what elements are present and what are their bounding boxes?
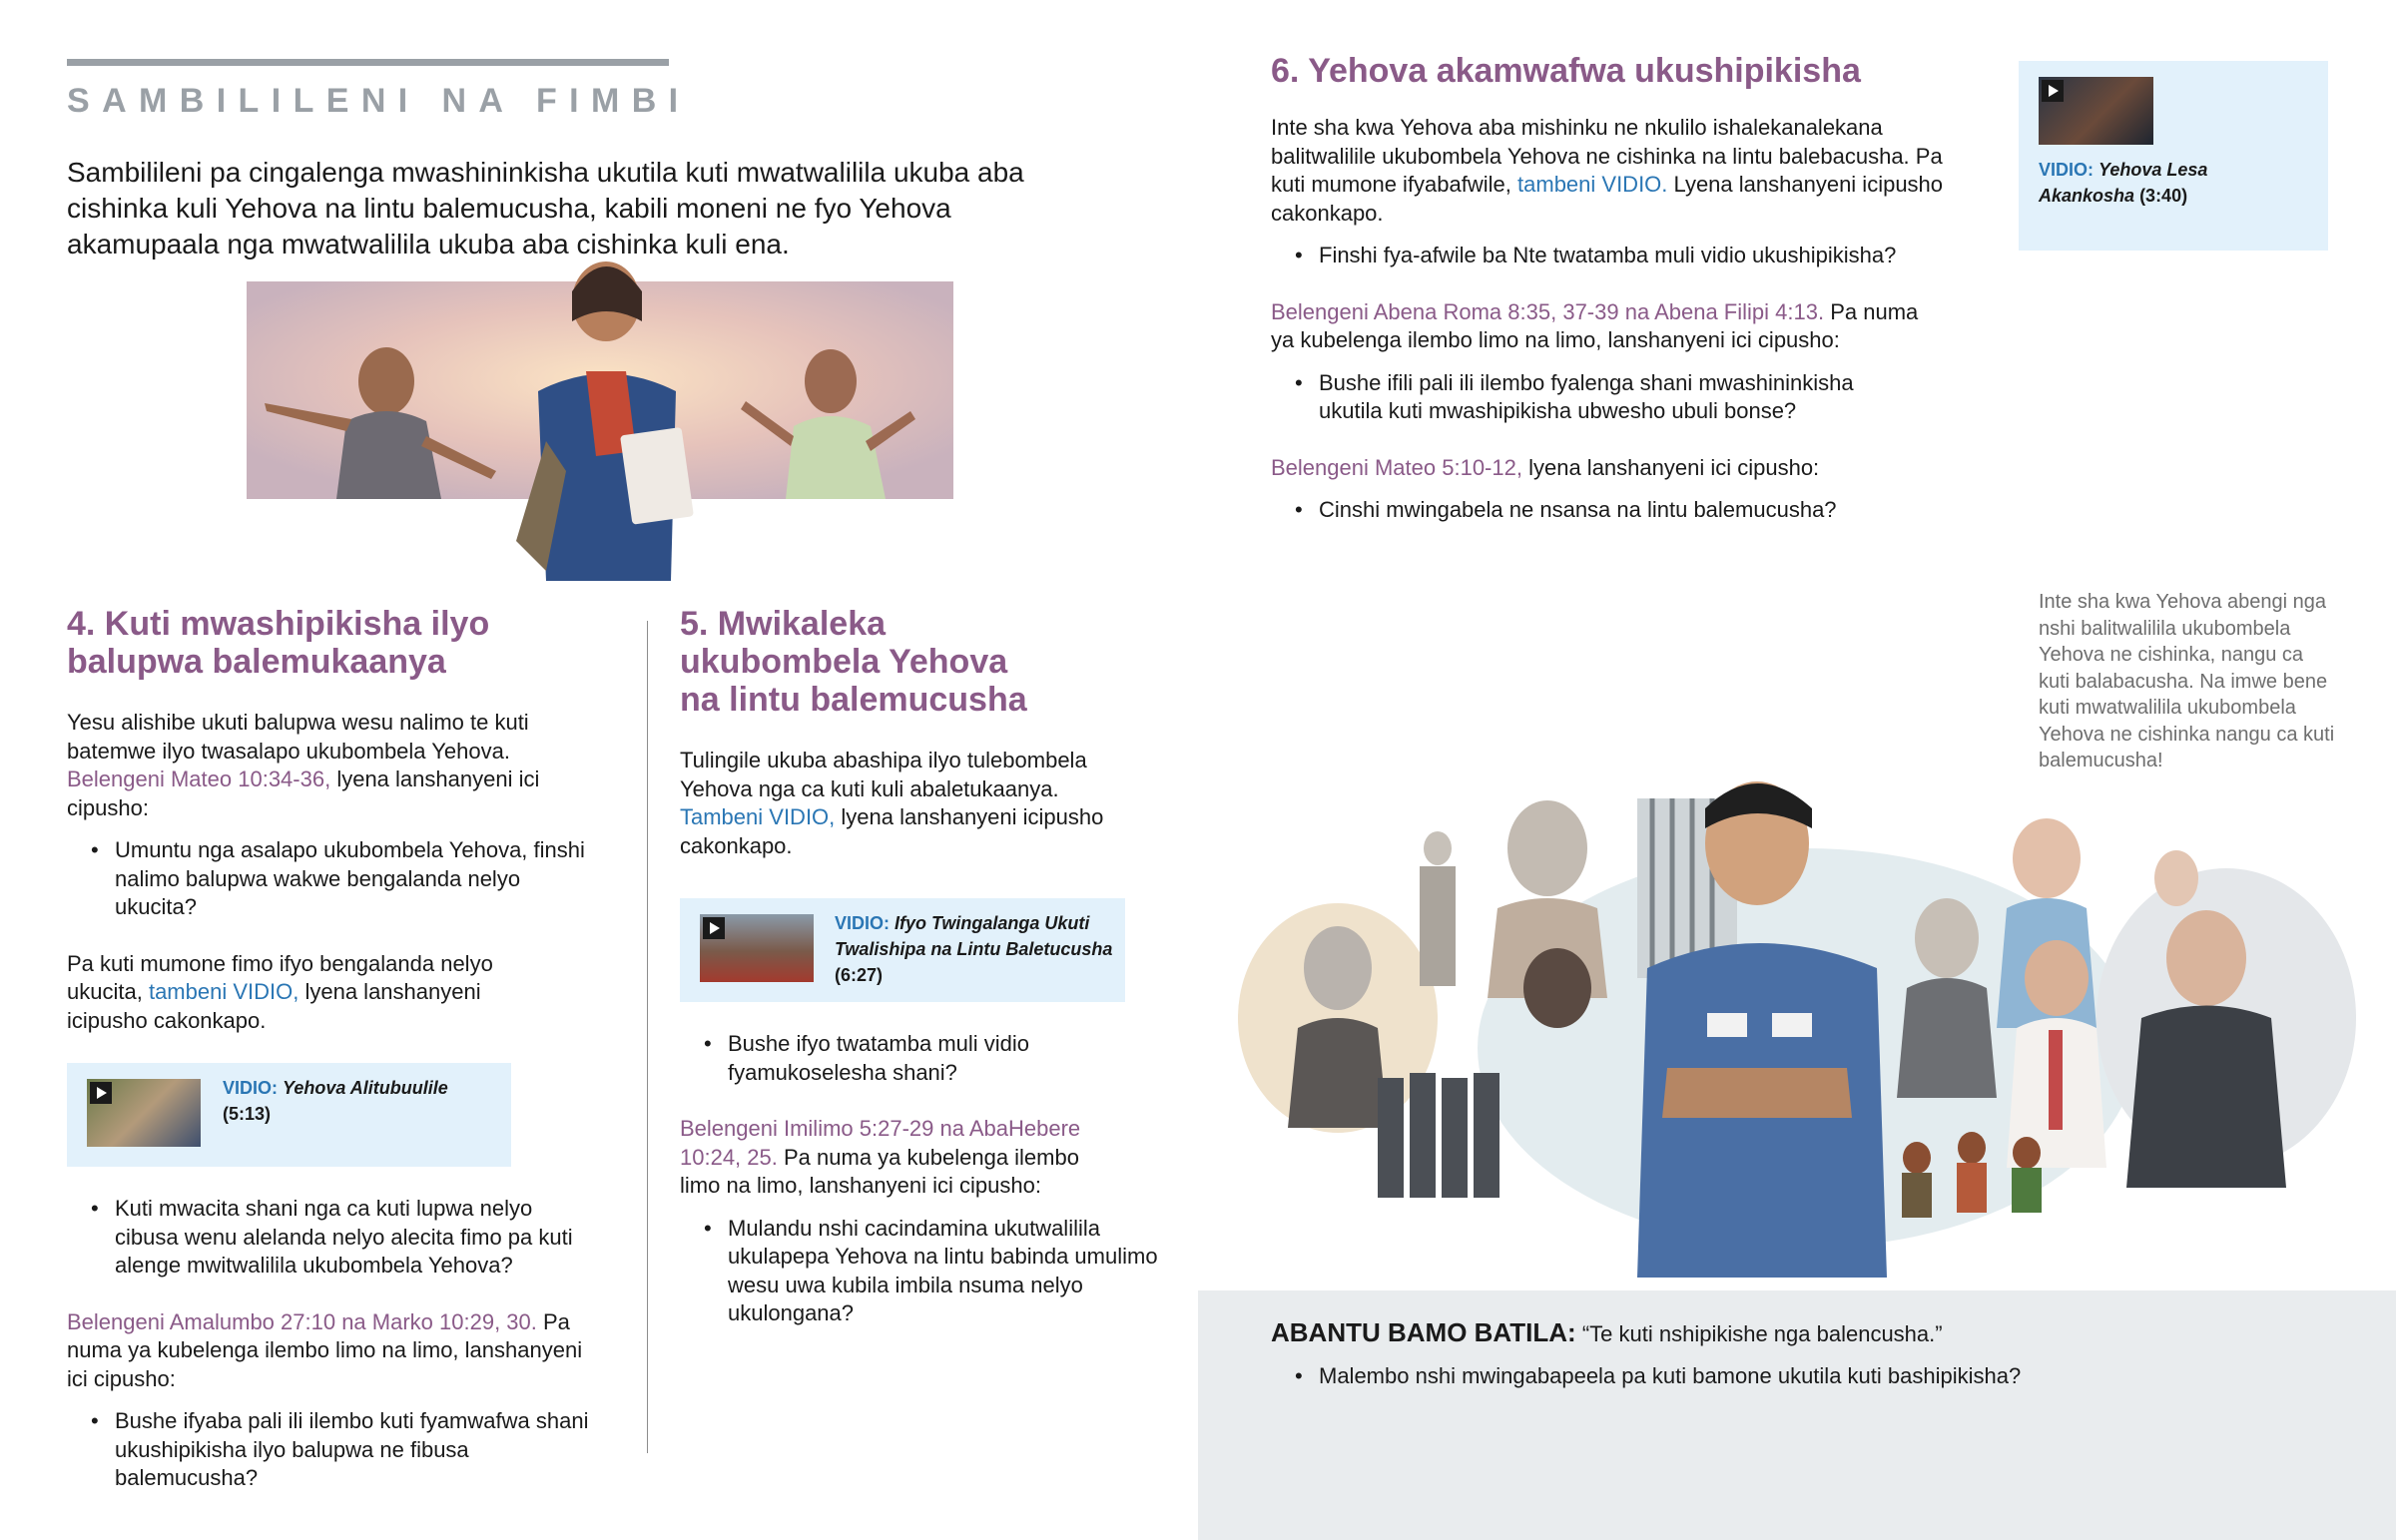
video-card[interactable]: VIDIO: Yehova Lesa Akankosha (3:40) bbox=[2019, 61, 2328, 251]
video-thumbnail[interactable] bbox=[700, 914, 814, 982]
section-4-paragraph-1: Yesu alishibe ukuti balupwa wesu nalimo te kuti batemwe ilyo twasalapo ukubombela Yehova. Belengeni Mateo 10:34-36, lyena lanshanyeni ici cipusho: bbox=[67, 710, 540, 820]
play-icon[interactable] bbox=[703, 917, 725, 939]
intro-text: Sambilileni pa cingalenga mwashininkisha ukutila kuti mwatwalilila ukuba aba cishinka kuli Yehova na lintu balemucusha, kabili moneni ne fyo Yehova akamupaala nga mwatwalilila ukuba aba cishinka kuli ena. bbox=[67, 157, 1024, 259]
section-5-paragraph-2: Belengeni Imilimo 5:27-29 na AbaHebere 10:24, 25. Pa numa ya kubelenga ilembo limo na limo, lanshanyeni ici cipusho: bbox=[680, 1116, 1081, 1198]
section-6-heading: 6. Yehova akamwafwa ukushipikisha bbox=[1271, 52, 1861, 90]
question-bullet: • Umuntu nga asalapo ukubombela Yehova, finshi nalimo balupwa wakwe bengalanda nelyo ukucita? bbox=[67, 836, 594, 922]
question-bullet: • Finshi fya-afwile ba Nte twatamba muli vidio ukushipikisha? bbox=[1271, 242, 1950, 270]
question-bullet: • Bushe ifyaba pali ili ilembo kuti fyamwafwa shani ukushipikisha ilyo balupwa ne fibusa balemucusha? bbox=[67, 1407, 594, 1493]
video-title[interactable]: Ifyo Twingalanga Ukuti Twalishipa na Lintu Baletucusha bbox=[835, 913, 1113, 959]
video-card[interactable]: VIDIO: Ifyo Twingalanga Ukuti Twalishipa na Lintu Baletucusha (6:27) bbox=[680, 898, 1125, 1002]
footer-quote: “Te kuti nshipikishe nga balencusha.” bbox=[1581, 1321, 1943, 1346]
question-bullet: • Bushe ifyo twatamba muli vidio fyamukoselesha shani? bbox=[680, 1030, 1127, 1087]
section-5-paragraph-1: Tulingile ukuba abashipa ilyo tulebombela Yehova nga ca kuti kuli abaletukaanya. Tambeni VIDIO, lyena lanshanyeni icipusho cakonkapo. bbox=[680, 748, 1104, 858]
illustration-caption: Inte sha kwa Yehova abengi nga nshi balitwalilila ukubombela Yehova ne cishinka, nangu ca kuti balabacusha. Na imwe bene kuti mwatwalilila ukubombela Yehova ne cishinka nangu ca kuti balemucusha! bbox=[2039, 591, 2335, 771]
video-title[interactable]: Yehova Lesa Akankosha bbox=[2039, 160, 2208, 206]
scripture-reference[interactable]: Belengeni Imilimo 5:27-29 na AbaHebere 10:24, 25. bbox=[680, 1116, 1081, 1170]
play-icon[interactable] bbox=[90, 1082, 112, 1104]
footer-panel bbox=[1198, 1290, 2396, 1540]
footer-label: ABANTU BAMO BATILA: bbox=[1271, 1317, 1576, 1347]
watch-video-link[interactable]: tambeni VIDIO, bbox=[148, 979, 300, 1004]
header-rule bbox=[67, 59, 669, 66]
section-6-paragraph-1: Inte sha kwa Yehova aba mishinku ne nkulilo ishalekanalekana balitwalilile ukubombela Yehova ne cishinka na lintu balebacusha. Pa kuti mumone ifyabafwile, tambeni VIDIO. Lyena lanshanyeni icipusho cakonkapo. bbox=[1271, 115, 1944, 226]
question-bullet: • Mulandu nshi cacindamina ukutwalilila ukulapepa Yehova na lintu babinda umulimo wesu uwa kubila imbila nsuma nelyo ukulongana? bbox=[680, 1215, 1167, 1328]
section-4-paragraph-2: Pa kuti mumone fimo ifyo bengalanda nelyo ukucita, tambeni VIDIO, lyena lanshanyeni icipusho cakonkapo. bbox=[67, 950, 493, 1033]
video-title[interactable]: Yehova Alitubuulile bbox=[283, 1078, 448, 1098]
watch-video-link[interactable]: Tambeni VIDIO, bbox=[680, 804, 836, 829]
family-illustration bbox=[247, 281, 953, 539]
question-bullet: • Malembo nshi mwingabapeela pa kuti bamone ukutila kuti bashipikisha? bbox=[1271, 1362, 2377, 1391]
video-card[interactable]: VIDIO: Yehova Alitubuulile (5:13) bbox=[67, 1063, 511, 1167]
section-4-heading: 4. Kuti mwashipikisha ilyo balupwa balemukaanya bbox=[67, 605, 490, 681]
section-4-paragraph-3: Belengeni Amalumbo 27:10 na Marko 10:29, 30. Pa numa ya kubelenga ilembo limo na limo, lanshanyeni ici cipusho: bbox=[67, 1308, 583, 1391]
scripture-reference[interactable]: Belengeni Mateo 5:10-12, bbox=[1271, 454, 1522, 480]
question-bullet: • Kuti mwacita shani nga ca kuti lupwa nelyo cibusa wenu alelanda nelyo alecita fimo pa kuti alenge mwitwalilila ukubombela Yehova? bbox=[67, 1195, 594, 1281]
question-bullet: • Cinshi mwingabela ne nsansa na lintu balemucusha? bbox=[1271, 496, 1950, 525]
column-divider bbox=[647, 621, 648, 1453]
play-icon[interactable] bbox=[2042, 80, 2064, 102]
footer-statement bbox=[1271, 1318, 1943, 1349]
video-thumbnail[interactable] bbox=[87, 1079, 201, 1147]
scripture-reference[interactable]: Belengeni Mateo 10:34-36, bbox=[67, 767, 331, 791]
scripture-reference[interactable]: Belengeni Abena Roma 8:35, 37-39 na Abena Filipi 4:13. bbox=[1271, 298, 1825, 324]
faithful-witnesses-illustration bbox=[1228, 769, 2356, 1278]
section-6-paragraph-3: Belengeni Mateo 5:10-12, lyena lanshanyeni ici cipusho: bbox=[1271, 454, 1820, 480]
section-5-heading: 5. Mwikaleka ukubombela Yehova na lintu balemucusha bbox=[680, 605, 1027, 719]
watch-video-link[interactable]: tambeni VIDIO. bbox=[1517, 172, 1668, 197]
question-bullet: • Bushe ifili pali ili ilembo fyalenga shani mwashininkisha ukutila kuti mwashipikisha ubwesho ubuli bonse? bbox=[1271, 369, 1918, 426]
section-6-paragraph-2: Belengeni Abena Roma 8:35, 37-39 na Abena Filipi 4:13. Pa numa ya kubelenga ilembo limo na limo, lanshanyeni ici cipusho: bbox=[1271, 298, 1919, 352]
video-thumbnail[interactable] bbox=[2039, 77, 2153, 145]
scripture-reference[interactable]: Belengeni Amalumbo 27:10 na Marko 10:29, 30. bbox=[67, 1308, 537, 1334]
page-title: SAMBILILENI NA FIMBI bbox=[67, 82, 691, 120]
